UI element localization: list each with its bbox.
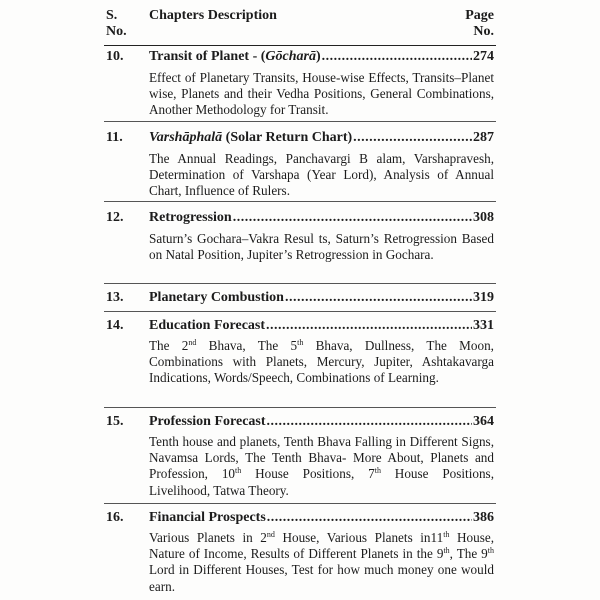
dot-leader — [267, 509, 472, 527]
entry-divider — [104, 407, 496, 408]
entry-page-number: 287 — [473, 130, 494, 145]
entry-title: Profession Forecast — [149, 414, 266, 429]
entry-divider — [104, 311, 496, 312]
dot-leader — [267, 413, 472, 431]
entry-title-row — [149, 289, 494, 307]
entry-description: The 2nd Bhava, The 5th Bhava, Dullness, The Moon, Combinations with Planets, Mercury, Jupiter, Ashtakavarga Indications, Words/Speech, Combinations of Learning. — [149, 338, 494, 386]
entry-number: 12. — [106, 210, 124, 225]
entry-title-row — [149, 509, 494, 527]
entry-number: 16. — [106, 510, 124, 525]
serial-header-line1: S. — [106, 8, 118, 23]
entry-number: 13. — [106, 290, 124, 305]
entry-page-number: 274 — [473, 49, 494, 64]
table-header — [0, 0, 600, 44]
entry-number: 15. — [106, 414, 124, 429]
entry-description: Effect of Planetary Transits, House-wise Effects, Transits–Planet wise, Planets and their Vedha Positions, General Combinations, Another Methodology for Transit. — [149, 70, 494, 118]
entry-page-number: 386 — [473, 510, 494, 525]
page-header-line2: No. — [473, 24, 494, 39]
entry-description: Various Planets in 2nd House, Various Planets in11th House, Nature of Income, Results of Different Planets in the 9th, The 9th Lord in Different Houses, Test for how much money one would earn. — [149, 530, 495, 594]
header-divider — [104, 45, 496, 46]
entry-title: Financial Prospects — [149, 510, 266, 525]
entry-number: 10. — [106, 49, 124, 64]
entry-divider — [104, 283, 496, 284]
serial-header-line2: No. — [106, 24, 127, 39]
entry-divider — [104, 503, 496, 504]
entry-page-number: 331 — [473, 318, 494, 333]
entry-title: Education Forecast — [149, 318, 266, 333]
page-header-line1: Page — [465, 8, 494, 23]
entry-description: The Annual Readings, Panchavargi B alam, Varshapravesh, Determination of Varshapa (Year Lord), Analysis of Annual Chart, Influence of Rulers. — [149, 151, 494, 199]
entry-title-row — [149, 209, 494, 227]
entry-title-row — [149, 413, 494, 431]
entry-title-row — [149, 317, 494, 335]
entry-title-row — [149, 48, 494, 66]
entry-number: 11. — [106, 130, 123, 145]
chapters-description-header: Chapters Description — [149, 8, 277, 23]
entry-title: Varshāphalā (Solar Return Chart) — [149, 130, 353, 145]
dot-leader — [322, 48, 472, 66]
entry-page-number: 319 — [473, 290, 494, 305]
entry-number: 14. — [106, 318, 124, 333]
entry-description: Tenth house and planets, Tenth Bhava Falling in Different Signs, Navamsa Lords, The Tenth Bhava- More About, Planets and Profession, 10th House Positions, 7th House Positions, Livelihood, Tatwa Theory. — [149, 434, 494, 498]
dot-leader — [233, 209, 472, 227]
entry-title: Transit of Planet - (Gōcharā) — [149, 49, 321, 64]
entry-page-number: 308 — [473, 210, 494, 225]
entry-title: Planetary Combustion — [149, 290, 284, 305]
dot-leader — [266, 317, 472, 335]
dot-leader — [353, 129, 472, 147]
dot-leader — [285, 289, 472, 307]
entry-title: Retrogression — [149, 210, 232, 225]
entry-description: Saturn’s Gochara–Vakra Resul ts, Saturn’s Retrogression Based on Natal Position, Jupiter’s Retrogression in Gochara. — [149, 231, 494, 263]
entry-divider — [104, 121, 496, 122]
serial-number-header — [106, 8, 136, 40]
entry-page-number: 364 — [473, 414, 494, 429]
entry-divider — [104, 201, 496, 202]
page-number-header — [465, 8, 494, 40]
entry-title-row — [149, 129, 494, 147]
